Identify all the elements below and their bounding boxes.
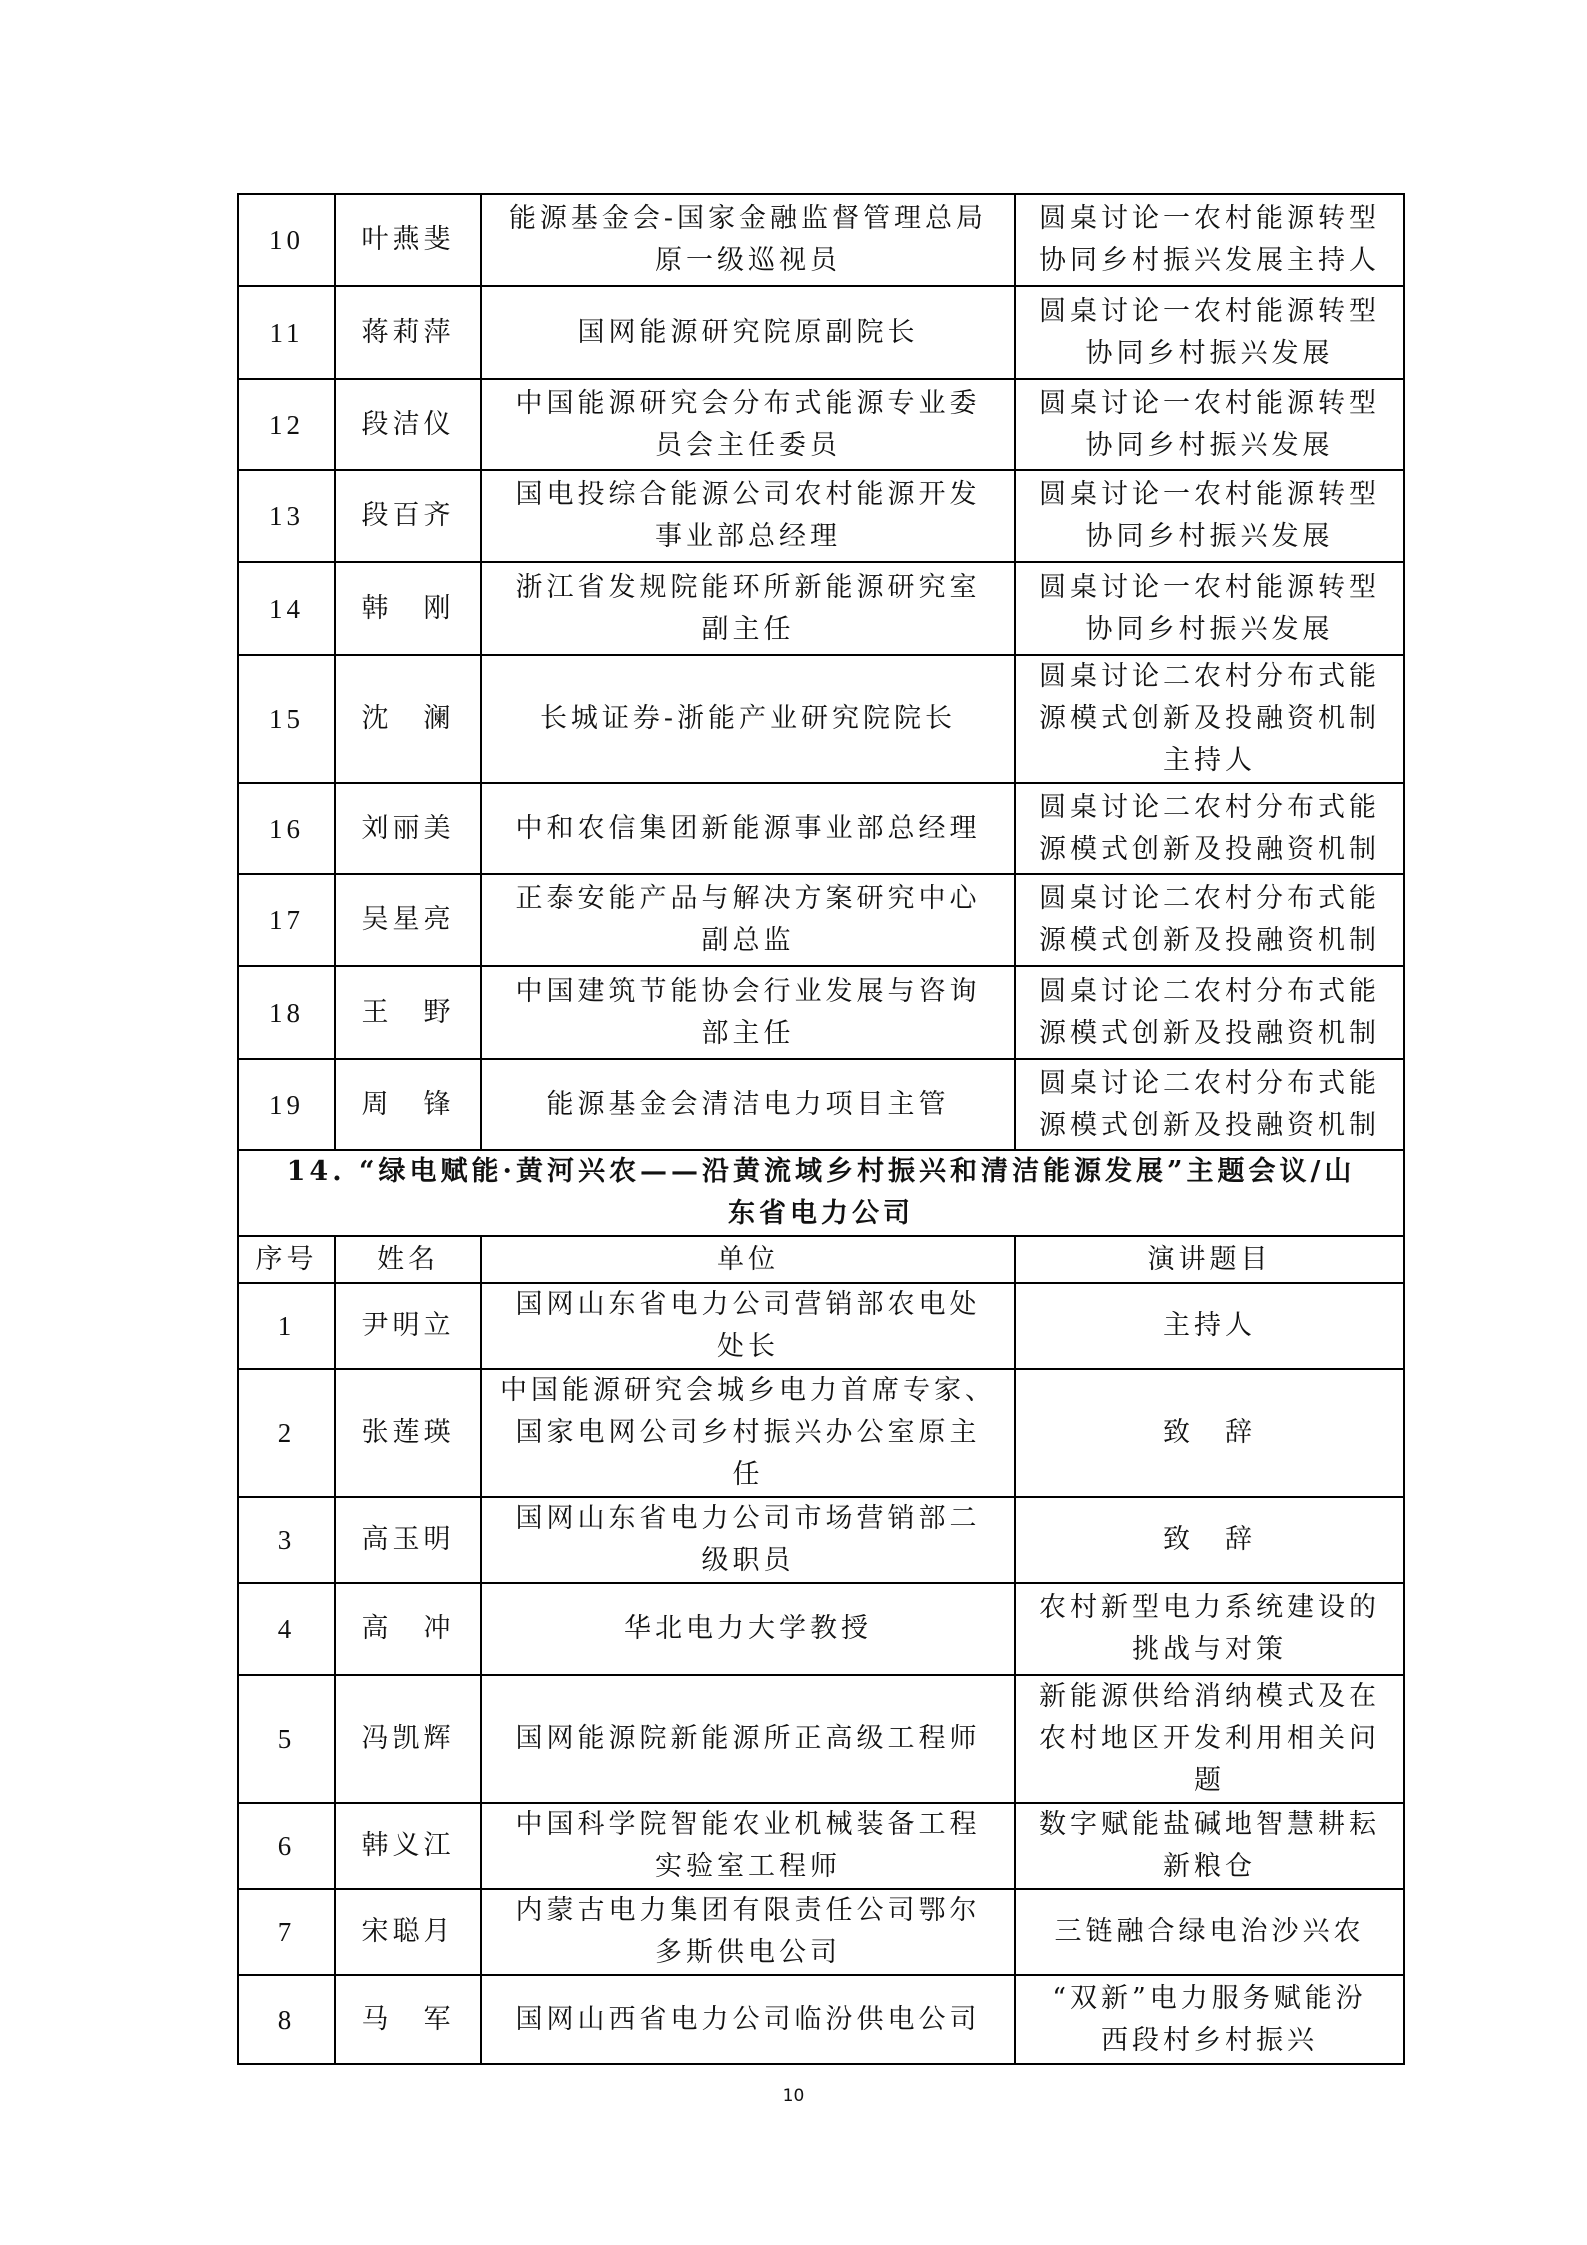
table-row: [238, 286, 1404, 379]
speech-topic: 圆桌讨论二农村分布式能 源模式创新及投融资机制 主持人: [1015, 655, 1404, 783]
speech-topic: 圆桌讨论一农村能源转型 协同乡村振兴发展: [1015, 379, 1404, 470]
row-number: 4: [238, 1583, 335, 1675]
speaker-unit: 国网能源研究院原副院长: [481, 286, 1015, 379]
speaker-unit: 能源基金会清洁电力项目主管: [481, 1059, 1015, 1150]
row-number: 19: [238, 1059, 335, 1150]
speaker-name: 张莲瑛: [335, 1369, 481, 1497]
speech-topic: 农村新型电力系统建设的 挑战与对策: [1015, 1583, 1404, 1675]
speech-topic: 圆桌讨论二农村分布式能 源模式创新及投融资机制: [1015, 966, 1404, 1059]
speech-topic: 圆桌讨论二农村分布式能 源模式创新及投融资机制: [1015, 874, 1404, 966]
speaker-name: 冯凯辉: [335, 1675, 481, 1803]
row-number: 10: [238, 194, 335, 286]
speech-topic: 致 辞: [1015, 1497, 1404, 1583]
header-no: 序号: [238, 1236, 335, 1283]
speaker-unit: 长城证券-浙能产业研究院院长: [481, 655, 1015, 783]
table-row: [238, 1497, 1404, 1583]
speaker-name: 段洁仪: [335, 379, 481, 470]
speaker-unit: 国网山西省电力公司临汾供电公司: [481, 1975, 1015, 2064]
row-number: 16: [238, 783, 335, 874]
speech-topic: “双新”电力服务赋能汾 西段村乡村振兴: [1015, 1975, 1404, 2064]
speaker-unit: 正泰安能产品与解决方案研究中心 副总监: [481, 874, 1015, 966]
row-number: 15: [238, 655, 335, 783]
speech-topic: 数字赋能盐碱地智慧耕耘 新粮仓: [1015, 1803, 1404, 1889]
speaker-unit: 中国建筑节能协会行业发展与咨询 部主任: [481, 966, 1015, 1059]
speech-topic: 圆桌讨论一农村能源转型 协同乡村振兴发展: [1015, 562, 1404, 655]
header-topic: 演讲题目: [1015, 1236, 1404, 1283]
speech-topic: 圆桌讨论二农村分布式能 源模式创新及投融资机制: [1015, 783, 1404, 874]
row-number: 5: [238, 1675, 335, 1803]
table-row: [238, 379, 1404, 470]
table-row: [238, 194, 1404, 286]
table-row: [238, 1675, 1404, 1803]
row-number: 13: [238, 470, 335, 562]
speaker-name: 马 军: [335, 1975, 481, 2064]
speaker-name: 蒋莉萍: [335, 286, 481, 379]
speaker-name: 周 锋: [335, 1059, 481, 1150]
speaker-name: 尹明立: [335, 1283, 481, 1369]
row-number: 7: [238, 1889, 335, 1975]
speaker-name: 韩 刚: [335, 562, 481, 655]
page-number: 10: [782, 2086, 805, 2106]
speaker-name: 王 野: [335, 966, 481, 1059]
table-row: [238, 783, 1404, 874]
speaker-name: 高玉明: [335, 1497, 481, 1583]
speaker-unit: 国网山东省电力公司营销部农电处 处长: [481, 1283, 1015, 1369]
speaker-unit: 国网能源院新能源所正高级工程师: [481, 1675, 1015, 1803]
speech-topic: 三链融合绿电治沙兴农: [1015, 1889, 1404, 1975]
speech-topic: 圆桌讨论一农村能源转型 协同乡村振兴发展: [1015, 470, 1404, 562]
speaker-name: 段百齐: [335, 470, 481, 562]
speech-topic: 圆桌讨论二农村分布式能 源模式创新及投融资机制: [1015, 1059, 1404, 1150]
row-number: 18: [238, 966, 335, 1059]
section-heading: 14. “绿电赋能·黄河兴农——沿黄流域乡村振兴和清洁能源发展”主题会议/山 东省电力公司: [238, 1150, 1404, 1236]
speech-topic: 圆桌讨论一农村能源转型 协同乡村振兴发展主持人: [1015, 194, 1404, 286]
speaker-unit: 能源基金会-国家金融监督管理总局 原一级巡视员: [481, 194, 1015, 286]
row-number: 14: [238, 562, 335, 655]
speaker-name: 刘丽美: [335, 783, 481, 874]
row-number: 1: [238, 1283, 335, 1369]
speaker-name: 吴星亮: [335, 874, 481, 966]
row-number: 8: [238, 1975, 335, 2064]
row-number: 3: [238, 1497, 335, 1583]
row-number: 2: [238, 1369, 335, 1497]
speaker-unit: 国电投综合能源公司农村能源开发 事业部总经理: [481, 470, 1015, 562]
speaker-unit: 华北电力大学教授: [481, 1583, 1015, 1675]
speaker-unit: 中国科学院智能农业机械装备工程 实验室工程师: [481, 1803, 1015, 1889]
table-row: [238, 655, 1404, 783]
section-heading-row: [238, 1150, 1404, 1236]
speaker-name: 高 冲: [335, 1583, 481, 1675]
header-name: 姓名: [335, 1236, 481, 1283]
table-row: [238, 470, 1404, 562]
table-row: [238, 562, 1404, 655]
speaker-name: 宋聪月: [335, 1889, 481, 1975]
speaker-unit: 中和农信集团新能源事业部总经理: [481, 783, 1015, 874]
speaker-unit: 中国能源研究会分布式能源专业委 员会主任委员: [481, 379, 1015, 470]
table-row: [238, 1889, 1404, 1975]
table-row: [238, 1975, 1404, 2064]
speaker-unit: 国网山东省电力公司市场营销部二 级职员: [481, 1497, 1015, 1583]
speaker-unit: 浙江省发规院能环所新能源研究室 副主任: [481, 562, 1015, 655]
table-row: [238, 874, 1404, 966]
speech-topic: 致 辞: [1015, 1369, 1404, 1497]
speaker-table: [237, 193, 1405, 2065]
table-row: [238, 966, 1404, 1059]
table-row: [238, 1803, 1404, 1889]
table-row: [238, 1583, 1404, 1675]
speaker-name: 韩义江: [335, 1803, 481, 1889]
row-number: 6: [238, 1803, 335, 1889]
speaker-unit: 内蒙古电力集团有限责任公司鄂尔 多斯供电公司: [481, 1889, 1015, 1975]
row-number: 17: [238, 874, 335, 966]
speech-topic: 新能源供给消纳模式及在 农村地区开发利用相关问 题: [1015, 1675, 1404, 1803]
speaker-name: 沈 澜: [335, 655, 481, 783]
row-number: 11: [238, 286, 335, 379]
speaker-unit: 中国能源研究会城乡电力首席专家、 国家电网公司乡村振兴办公室原主 任: [481, 1369, 1015, 1497]
speech-topic: 圆桌讨论一农村能源转型 协同乡村振兴发展: [1015, 286, 1404, 379]
table-row: [238, 1283, 1404, 1369]
table-row: [238, 1059, 1404, 1150]
table-row: [238, 1369, 1404, 1497]
speech-topic: 主持人: [1015, 1283, 1404, 1369]
row-number: 12: [238, 379, 335, 470]
header-unit: 单位: [481, 1236, 1015, 1283]
speaker-name: 叶燕斐: [335, 194, 481, 286]
column-header-row: [238, 1236, 1404, 1283]
